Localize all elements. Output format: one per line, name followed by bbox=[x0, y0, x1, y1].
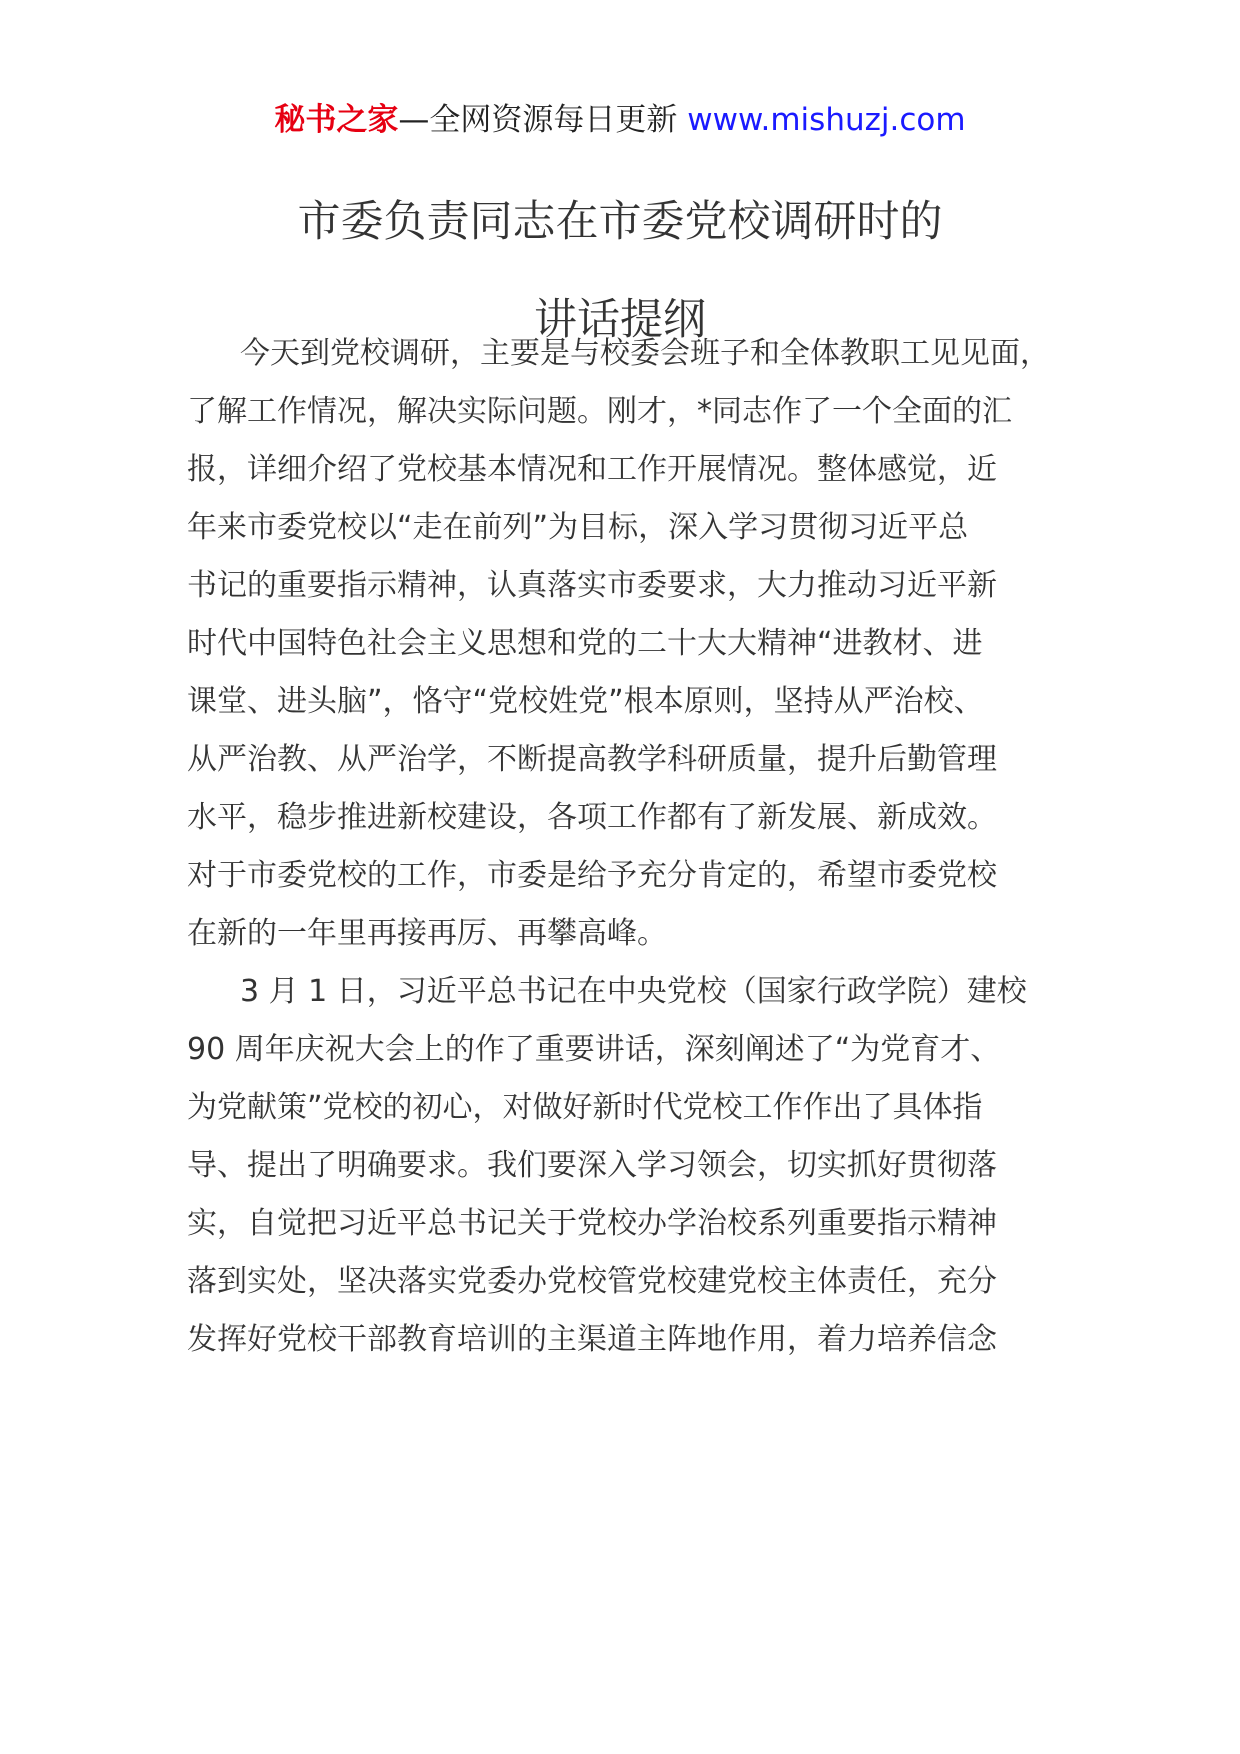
site-url-link[interactable]: www.mishuzj.com bbox=[687, 102, 966, 138]
body-line: 水平，稳步推进新校建设，各项工作都有了新发展、新成效。 bbox=[187, 800, 997, 835]
site-slogan: —全网资源每日更新 bbox=[398, 102, 678, 138]
body-line: 报，详细介绍了党校基本情况和工作开展情况。整体感觉，近 bbox=[187, 452, 997, 487]
body-line: 今天到党校调研，主要是与校委会班子和全体教职工见见面， bbox=[240, 336, 1050, 371]
body-line: 为党献策”党校的初心，对做好新时代党校工作作出了具体指 bbox=[187, 1090, 983, 1125]
site-brand: 秘书之家 bbox=[274, 102, 399, 138]
body-line: 从严治教、从严治学，不断提高教学科研质量，提升后勤管理 bbox=[187, 742, 997, 777]
document-title-line-1: 市委负责同志在市委党校调研时的 bbox=[297, 197, 943, 247]
body-line: 落到实处，坚决落实党委办党校管党校建党校主体责任，充分 bbox=[187, 1264, 997, 1299]
body-line: 实，自觉把习近平总书记关于党校办学治校系列重要指示精神 bbox=[187, 1206, 997, 1241]
body-line: 时代中国特色社会主义思想和党的二十大大精神“进教材、进 bbox=[187, 626, 983, 661]
document-title-line-2: 讲话提纲 bbox=[534, 295, 706, 345]
body-line: 3 月 1 日，习近平总书记在中央党校（国家行政学院）建校 bbox=[240, 974, 1027, 1009]
body-line: 发挥好党校干部教育培训的主渠道主阵地作用，着力培养信念 bbox=[187, 1322, 997, 1357]
site-header bbox=[0, 100, 1240, 140]
body-line: 对于市委党校的工作，市委是给予充分肯定的，希望市委党校 bbox=[187, 858, 997, 893]
body-line: 课堂、进头脑”，恪守“党校姓党”根本原则，坚持从严治校、 bbox=[187, 684, 984, 719]
body-line: 在新的一年里再接再厉、再攀高峰。 bbox=[187, 916, 667, 951]
body-line: 了解工作情况，解决实际问题。刚才，*同志作了一个全面的汇 bbox=[187, 394, 1012, 429]
body-line: 年来市委党校以“走在前列”为目标，深入学习贯彻习近平总 bbox=[187, 510, 969, 545]
body-line: 90 周年庆祝大会上的作了重要讲话，深刻阐述了“为党育才、 bbox=[187, 1032, 1001, 1067]
body-line: 书记的重要指示精神，认真落实市委要求，大力推动习近平新 bbox=[187, 568, 997, 603]
body-line: 导、提出了明确要求。我们要深入学习领会，切实抓好贯彻落 bbox=[187, 1148, 997, 1183]
